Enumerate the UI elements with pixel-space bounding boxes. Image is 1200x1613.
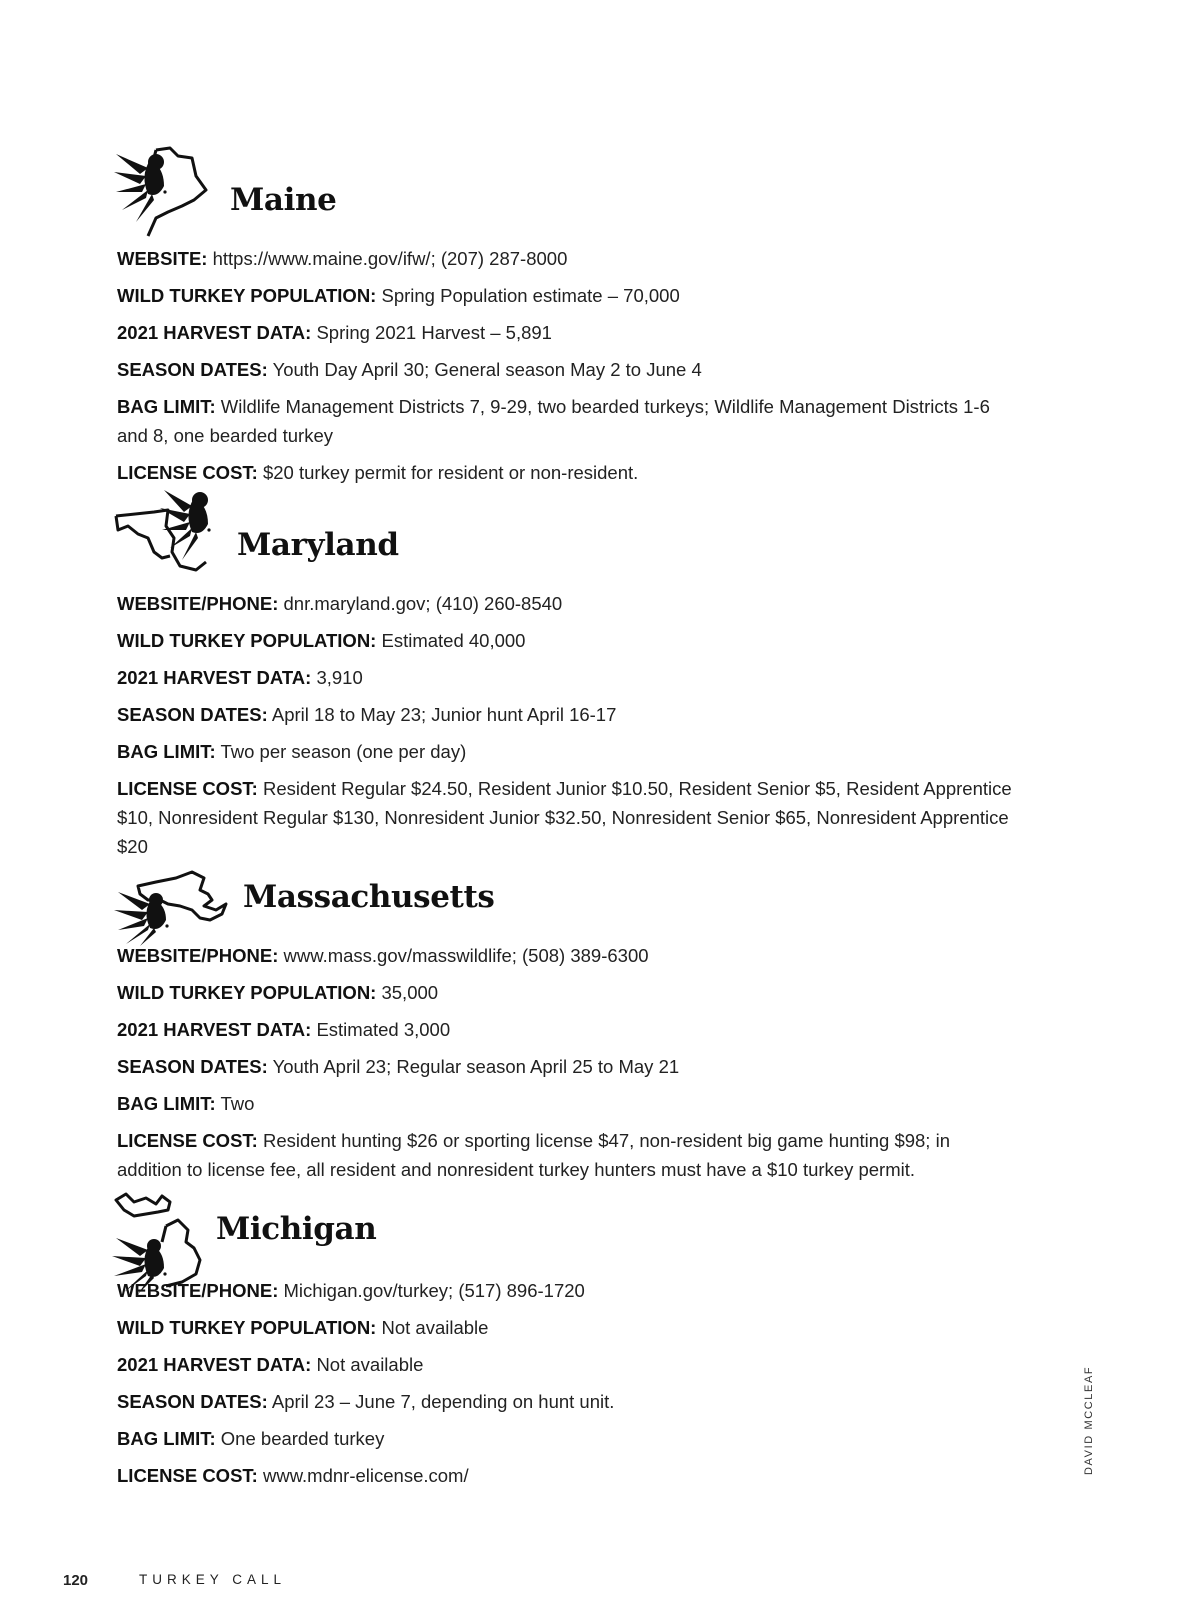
state-details	[117, 941, 1017, 1192]
state-title: Maryland	[237, 527, 399, 563]
detail-value: April 18 to May 23; Junior hunt April 16-17	[271, 704, 617, 725]
detail-label: WEBSITE/PHONE:	[117, 1280, 279, 1301]
detail-value: www.mdnr-elicense.com/	[262, 1465, 469, 1486]
detail-label: 2021 HARVEST DATA:	[117, 667, 312, 688]
maine-turkey-emblem-icon	[112, 146, 212, 238]
detail-value: Youth Day April 30; General season May 2 to June 4	[272, 359, 702, 380]
detail-value: 35,000	[381, 982, 439, 1003]
detail-label: 2021 HARVEST DATA:	[117, 1354, 312, 1375]
detail-value: Estimated 3,000	[316, 1019, 451, 1040]
detail-row-population	[117, 626, 1017, 655]
page-number: 120	[63, 1572, 89, 1589]
detail-value: Spring 2021 Harvest – 5,891	[316, 322, 552, 343]
detail-row-season	[117, 355, 1017, 384]
detail-row-website	[117, 244, 1017, 273]
detail-row-harvest	[117, 1350, 1017, 1379]
detail-row-bag-limit	[117, 392, 1017, 450]
detail-label: WEBSITE:	[117, 248, 208, 269]
massachusetts-turkey-emblem-icon	[112, 870, 232, 946]
detail-label: WEBSITE/PHONE:	[117, 945, 279, 966]
state-details	[117, 589, 1017, 869]
detail-row-website	[117, 589, 1017, 618]
detail-label: BAG LIMIT:	[117, 1093, 216, 1114]
state-details	[117, 244, 1017, 495]
detail-row-harvest	[117, 1015, 1017, 1044]
detail-value: Michigan.gov/turkey; (517) 896-1720	[283, 1280, 585, 1301]
detail-label: LICENSE COST:	[117, 1130, 258, 1151]
detail-value: Spring Population estimate – 70,000	[381, 285, 680, 306]
detail-value: One bearded turkey	[220, 1428, 385, 1449]
detail-row-license	[117, 1461, 1017, 1490]
detail-row-license	[117, 1126, 1017, 1184]
detail-label: WEBSITE/PHONE:	[117, 593, 279, 614]
detail-label: 2021 HARVEST DATA:	[117, 322, 312, 343]
detail-label: 2021 HARVEST DATA:	[117, 1019, 312, 1040]
detail-label: LICENSE COST:	[117, 1465, 258, 1486]
detail-row-website	[117, 941, 1017, 970]
detail-value: Two	[220, 1093, 255, 1114]
state-title: Michigan	[216, 1211, 377, 1247]
maryland-turkey-emblem-icon	[114, 486, 224, 578]
detail-row-season	[117, 1052, 1017, 1081]
state-details	[117, 1276, 1017, 1498]
detail-row-season	[117, 1387, 1017, 1416]
detail-row-season	[117, 700, 1017, 729]
detail-label: WILD TURKEY POPULATION:	[117, 982, 377, 1003]
detail-label: WILD TURKEY POPULATION:	[117, 285, 377, 306]
detail-label: SEASON DATES:	[117, 359, 268, 380]
detail-value: Not available	[381, 1317, 489, 1338]
detail-row-license	[117, 774, 1017, 861]
detail-row-harvest	[117, 663, 1017, 692]
detail-row-license	[117, 458, 1017, 487]
detail-label: BAG LIMIT:	[117, 741, 216, 762]
state-title: Massachusetts	[243, 879, 495, 915]
detail-label: BAG LIMIT:	[117, 1428, 216, 1449]
detail-row-harvest	[117, 318, 1017, 347]
state-title: Maine	[230, 182, 337, 218]
detail-value: Wildlife Management Districts 7, 9-29, two bearded turkeys; Wildlife Management Districts 1-6 and 8, one bearded turkey	[117, 396, 990, 446]
detail-row-population	[117, 1313, 1017, 1342]
detail-value: Two per season (one per day)	[220, 741, 467, 762]
detail-row-bag-limit	[117, 737, 1017, 766]
detail-label: WILD TURKEY POPULATION:	[117, 1317, 377, 1338]
detail-value: $20 turkey permit for resident or non-resident.	[262, 462, 639, 483]
detail-value: www.mass.gov/masswildlife; (508) 389-6300	[283, 945, 649, 966]
publication-name: TURKEY CALL	[139, 1572, 287, 1587]
detail-value: April 23 – June 7, depending on hunt unit.	[271, 1391, 615, 1412]
detail-value: https://www.maine.gov/ifw/; (207) 287-8000	[212, 248, 568, 269]
detail-value: Youth April 23; Regular season April 25 to May 21	[272, 1056, 680, 1077]
detail-row-population	[117, 281, 1017, 310]
detail-label: SEASON DATES:	[117, 704, 268, 725]
detail-value: Estimated 40,000	[381, 630, 526, 651]
detail-label: WILD TURKEY POPULATION:	[117, 630, 377, 651]
detail-value: Not available	[316, 1354, 424, 1375]
detail-label: SEASON DATES:	[117, 1391, 268, 1412]
detail-value: dnr.maryland.gov; (410) 260-8540	[283, 593, 563, 614]
detail-value: Resident hunting $26 or sporting license $47, non-resident big game hunting $98; in addition to license fee, all resident and nonresident turkey hunters must have a $10 turkey permit.	[117, 1130, 950, 1180]
detail-label: LICENSE COST:	[117, 462, 258, 483]
detail-value: Resident Regular $24.50, Resident Junior $10.50, Resident Senior $5, Resident Apprentice $10, Nonresident Regular $130, Nonresident Junior $32.50, Nonresident Senior $65, Nonresident Apprentice $20	[117, 778, 1012, 857]
detail-row-website	[117, 1276, 1017, 1305]
detail-label: BAG LIMIT:	[117, 396, 216, 417]
detail-label: SEASON DATES:	[117, 1056, 268, 1077]
detail-row-bag-limit	[117, 1424, 1017, 1453]
detail-label: LICENSE COST:	[117, 778, 258, 799]
detail-row-bag-limit	[117, 1089, 1017, 1118]
detail-row-population	[117, 978, 1017, 1007]
detail-value: 3,910	[316, 667, 363, 688]
photo-credit-text: DAVID MCCLEAF	[1083, 1365, 1095, 1475]
